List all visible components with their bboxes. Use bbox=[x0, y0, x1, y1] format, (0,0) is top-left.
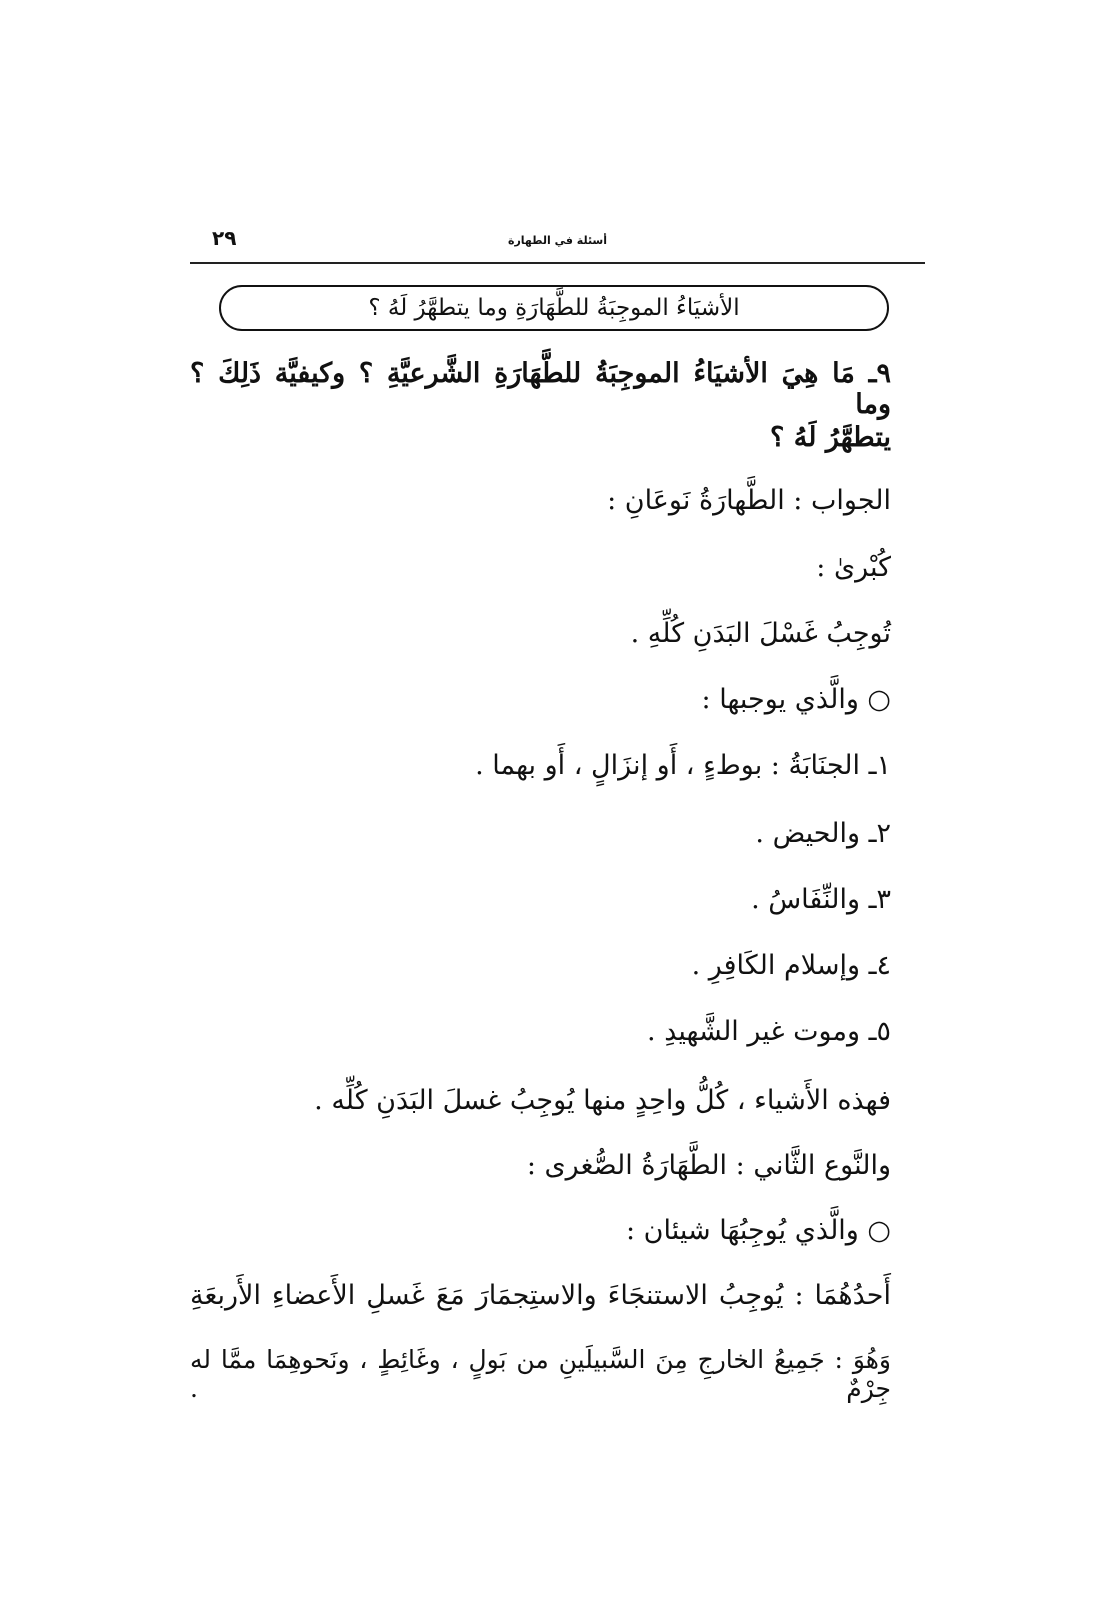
list-item: ٢ـ والحيض . bbox=[755, 818, 891, 849]
running-title: أسئلة في الطهارة bbox=[507, 234, 608, 247]
sughra-heading: والنَّوع الثَّاني : الطَّهَارَةُ الصُّغرى : bbox=[526, 1150, 891, 1181]
list-item: ٣ـ والنِّفَاسُ . bbox=[751, 884, 891, 915]
page-number: ٢٩ bbox=[212, 226, 237, 250]
kubra-heading: كُبْرىٰ : bbox=[816, 552, 891, 583]
sughra-causes-heading: ○ والَّذي يُوجِبُهَا شيئان : bbox=[625, 1215, 891, 1246]
kubra-definition: تُوجِبُ غَسْلَ البَدَنِ كُلِّهِ . bbox=[630, 618, 891, 649]
answer-intro: الجواب : الطَّهارَةُ نَوعَانِ : bbox=[607, 485, 891, 516]
section-title: الأشيَاءُ الموجِبَةُ للطَّهَارَةِ وما يتطهَّرُ لَهُ ؟ bbox=[368, 295, 740, 321]
section-title-box bbox=[219, 285, 889, 331]
question-line-2: يتطهَّرُ لَهُ ؟ bbox=[770, 422, 891, 453]
summary-line: فهذه الأَشياء ، كُلُّ واحِدٍ منها يُوجِبُ غسلَ البَدَنِ كُلِّه . bbox=[314, 1085, 891, 1116]
kubra-causes-heading: ○ والَّذي يوجبها : bbox=[701, 684, 891, 715]
first-cause-line: أَحدُهُمَا : يُوجِبُ الاستنجَاءَ والاستِجمَارَ مَعَ غَسلِ الأَعضاءِ الأَربعَةِ bbox=[190, 1280, 891, 1311]
header-rule bbox=[190, 262, 925, 264]
list-item: ٥ـ وموت غير الشَّهيدِ . bbox=[647, 1016, 891, 1047]
first-cause-definition: وَهُوَ : جَمِيعُ الخارجِ مِنَ السَّبيلَينِ من بَولٍ ، وغَائِطٍ ، ونَحوهِمَا ممَّا له جِرْمٌ . bbox=[190, 1345, 891, 1403]
question-line-1: ٩ـ مَا هِيَ الأشيَاءُ الموجِبَةُ للطَّهَارَةِ الشَّرعيَّةِ ؟ وكيفيَّة ذَلِكَ ؟ وما bbox=[190, 358, 891, 420]
page-header bbox=[190, 226, 925, 264]
list-item: ٤ـ وإسلام الكَافِرِ . bbox=[691, 950, 891, 981]
list-item: ١ـ الجنَابَةُ : بوطءٍ ، أَو إنزَالٍ ، أَو بهما . bbox=[475, 750, 891, 781]
